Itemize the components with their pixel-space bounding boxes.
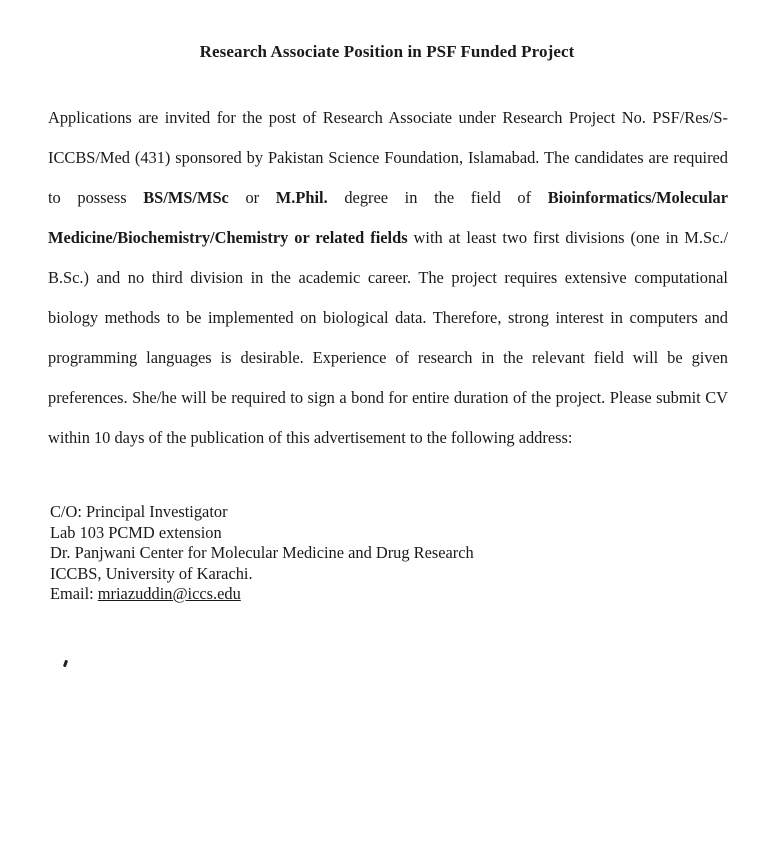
bold-degree-mphil: M.Phil.	[275, 188, 328, 207]
bold-fields: Bioinformatics/Molecular Medicine/Biochemistry/Chemistry or related fields	[48, 188, 728, 247]
address-line-center: Dr. Panjwani Center for Molecular Medicine and Drug Research	[50, 543, 474, 562]
body-text-segment: degree in the field of	[327, 188, 548, 207]
contact-address	[50, 502, 474, 605]
page-title: Research Associate Position in PSF Funded Project	[199, 42, 575, 61]
body-text-segment: or	[228, 188, 276, 207]
email-label: Email:	[50, 584, 98, 603]
body-text-segment: with at least two first divisions (one in M.Sc./ B.Sc.) and no third division in the academic career. The project requires extensive computational biology methods to be implemented on biological data. Therefore, strong interest in computers and programming languages is desirable. Experience of research in the relevant field will be given preferences. She/he will be required to sign a bond for entire duration of the project. Please submit CV within 10 days of the publication of this advertisement to the following address:	[48, 228, 728, 447]
email-link[interactable]: mriazuddin@iccs.edu	[97, 584, 241, 603]
address-line-email	[50, 584, 474, 605]
bold-degree-bs: BS/MS/MSc	[143, 188, 229, 207]
body-text-segment: Applications are invited for the post of Research Associate under Research Project No. PSF/Res/S-ICCBS/Med (431) sponsored by Pakistan Science Foundation, Islamabad. The candidates are required to possess	[48, 108, 728, 207]
address-line-university: ICCBS, University of Karachi.	[50, 563, 253, 583]
address-line-lab: Lab 103 PCMD extension	[50, 522, 222, 542]
ink-mark	[63, 660, 68, 668]
address-line-recipient: C/O: Principal Investigator	[50, 502, 228, 521]
advertisement-body	[48, 98, 728, 458]
